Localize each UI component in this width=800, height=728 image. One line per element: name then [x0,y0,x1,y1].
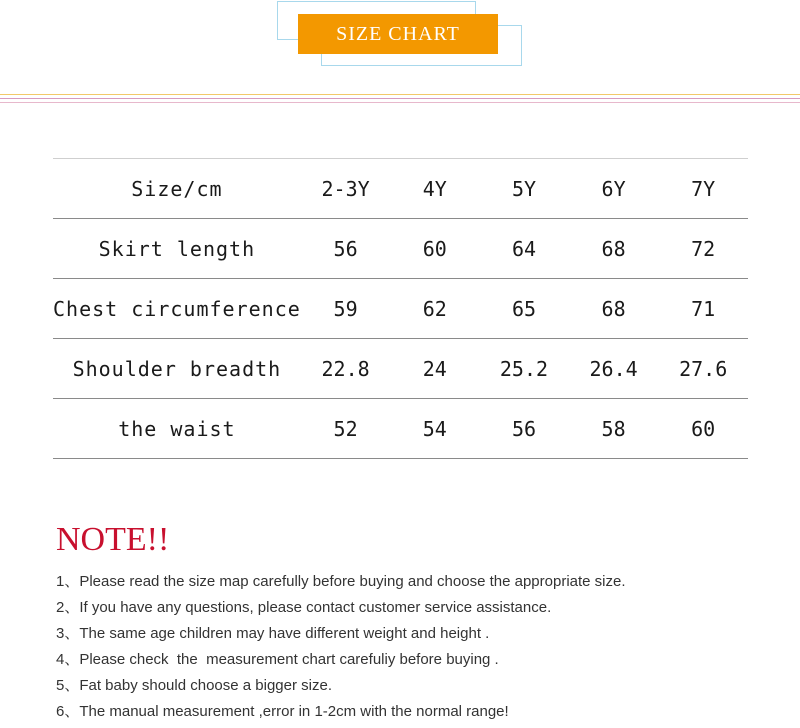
table-cell: 64 [479,219,569,279]
size-table [53,158,748,459]
table-cell: 68 [569,279,659,339]
table-cell: 25.2 [479,339,569,399]
header-size: 5Y [479,159,569,219]
row-label: Chest circumference [53,279,301,339]
table-cell: 71 [658,279,748,339]
note-item: 5、Fat baby should choose a bigger size. [56,677,332,694]
table-header-row [53,159,748,219]
table-cell: 56 [301,219,391,279]
table-cell: 60 [390,219,479,279]
table-cell: 62 [390,279,479,339]
table-row [53,339,748,399]
header-size: 7Y [658,159,748,219]
divider-stripe-yellow [0,94,800,95]
table-cell: 72 [658,219,748,279]
note-item: 1、Please read the size map carefully before buying and choose the appropriate size. [56,573,626,590]
table-cell: 59 [301,279,391,339]
table-cell: 24 [390,339,479,399]
size-chart-banner: SIZE CHART [298,14,498,54]
table-cell: 60 [658,399,748,459]
divider-stripe-purple [0,98,800,99]
divider-stripe-pink [0,102,800,103]
note-item: 2、If you have any questions, please contact customer service assistance. [56,599,552,616]
note-item: 6、The manual measurement ,error in 1-2cm with the normal range! [56,703,509,720]
table-row [53,399,748,459]
header-size: 2-3Y [301,159,391,219]
note-heading: NOTE!! [56,521,170,558]
header-label: Size/cm [53,159,301,219]
row-label: Skirt length [53,219,301,279]
table-cell: 22.8 [301,339,391,399]
header-size: 4Y [390,159,479,219]
table-cell: 54 [390,399,479,459]
table-cell: 65 [479,279,569,339]
table-row [53,219,748,279]
table-cell: 68 [569,219,659,279]
note-item: 3、The same age children may have different weight and height . [56,625,490,642]
table-cell: 56 [479,399,569,459]
row-label: Shoulder breadth [53,339,301,399]
header-size: 6Y [569,159,659,219]
table-cell: 52 [301,399,391,459]
table-cell: 27.6 [658,339,748,399]
note-list [56,572,626,728]
row-label: the waist [53,399,301,459]
table-cell: 58 [569,399,659,459]
note-item: 4、Please check the measurement chart carefuliy before buying . [56,651,499,668]
table-row [53,279,748,339]
table-cell: 26.4 [569,339,659,399]
